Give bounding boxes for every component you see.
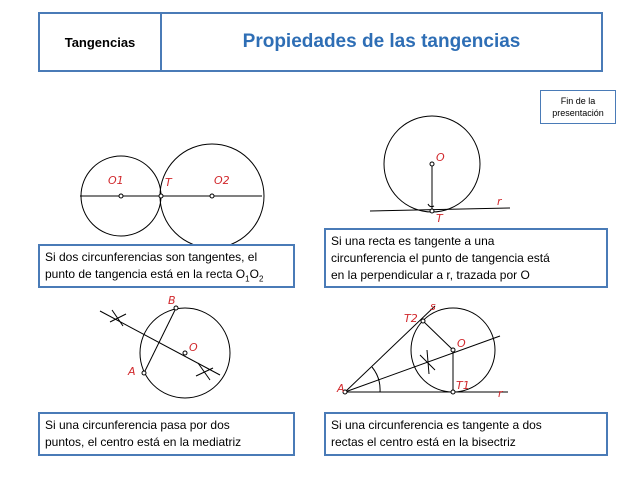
label-o2: O2	[214, 174, 230, 187]
right-angle-mark	[428, 204, 434, 207]
point-o	[430, 162, 434, 166]
label-o1: O1	[108, 174, 124, 187]
section-tab[interactable]: Tangencias	[40, 14, 162, 70]
label-b: B	[168, 294, 176, 307]
point-o1	[119, 194, 123, 198]
label-a-vertex: A	[337, 382, 345, 395]
label-t1: T1	[456, 379, 470, 392]
caption-mediatrix	[38, 412, 295, 456]
point-o2	[210, 194, 214, 198]
label-t: T	[165, 176, 172, 189]
line-r	[370, 208, 510, 211]
arc-mark-2a	[198, 363, 210, 380]
figure-tangent-line	[370, 116, 510, 212]
figure-bisector	[345, 306, 508, 392]
figure-mediatrix	[100, 308, 230, 398]
label-o-center: O	[189, 341, 198, 354]
slide-title: Propiedades de las tangencias	[242, 31, 521, 52]
angle-arc	[372, 367, 380, 392]
caption-1-line-2: punto de tangencia está en la recta $O_1O_2$	[45, 267, 264, 284]
point-a	[142, 371, 146, 375]
segment-ab	[144, 308, 176, 373]
label-o-bisector: O	[457, 337, 466, 350]
label-r: r	[497, 195, 502, 208]
point-t	[159, 194, 163, 198]
caption-2-line-3: en la perpendicular a r, trazada por O	[331, 268, 530, 282]
caption-2-line-1: Si una recta es tangente a una	[331, 234, 495, 248]
point-o-bisector	[451, 348, 455, 352]
caption-4-line-1: Si una circunferencia es tangente a dos	[331, 418, 542, 432]
caption-bisector	[324, 412, 608, 456]
caption-3-line-2: puntos, el centro está en la mediatriz	[45, 435, 242, 449]
caption-3-line-1: Si una circunferencia pasa por dos	[45, 418, 230, 432]
radius-t2	[423, 321, 453, 350]
line-s	[345, 306, 435, 392]
caption-1-line-1: Si dos circunferencias son tangentes, el	[45, 250, 258, 264]
point-t2	[421, 319, 425, 323]
caption-4-line-2: rectas el centro está en la bisectriz	[331, 435, 516, 449]
end-button-line2: presentación	[552, 108, 604, 118]
label-a: A	[128, 365, 136, 378]
arc-mark-2b	[196, 368, 213, 376]
point-t-tangent	[430, 209, 434, 213]
bisector-line	[345, 336, 500, 392]
label-t2: T2	[404, 312, 418, 325]
point-o-center	[183, 351, 187, 355]
caption-2-line-2: circunferencia el punto de tangencia está	[331, 251, 550, 265]
caption-tangent-circles	[38, 244, 295, 288]
mediatrix-line	[100, 311, 220, 375]
point-t1	[451, 390, 455, 394]
label-o: O	[436, 151, 445, 164]
caption-tangent-line	[324, 228, 608, 288]
label-s: s	[430, 300, 436, 313]
end-button-line1: Fin de la	[560, 96, 596, 106]
figure-tangent-circles	[80, 144, 264, 248]
label-r-bottom: r	[498, 387, 503, 400]
label-t-tangent: T	[436, 212, 443, 225]
